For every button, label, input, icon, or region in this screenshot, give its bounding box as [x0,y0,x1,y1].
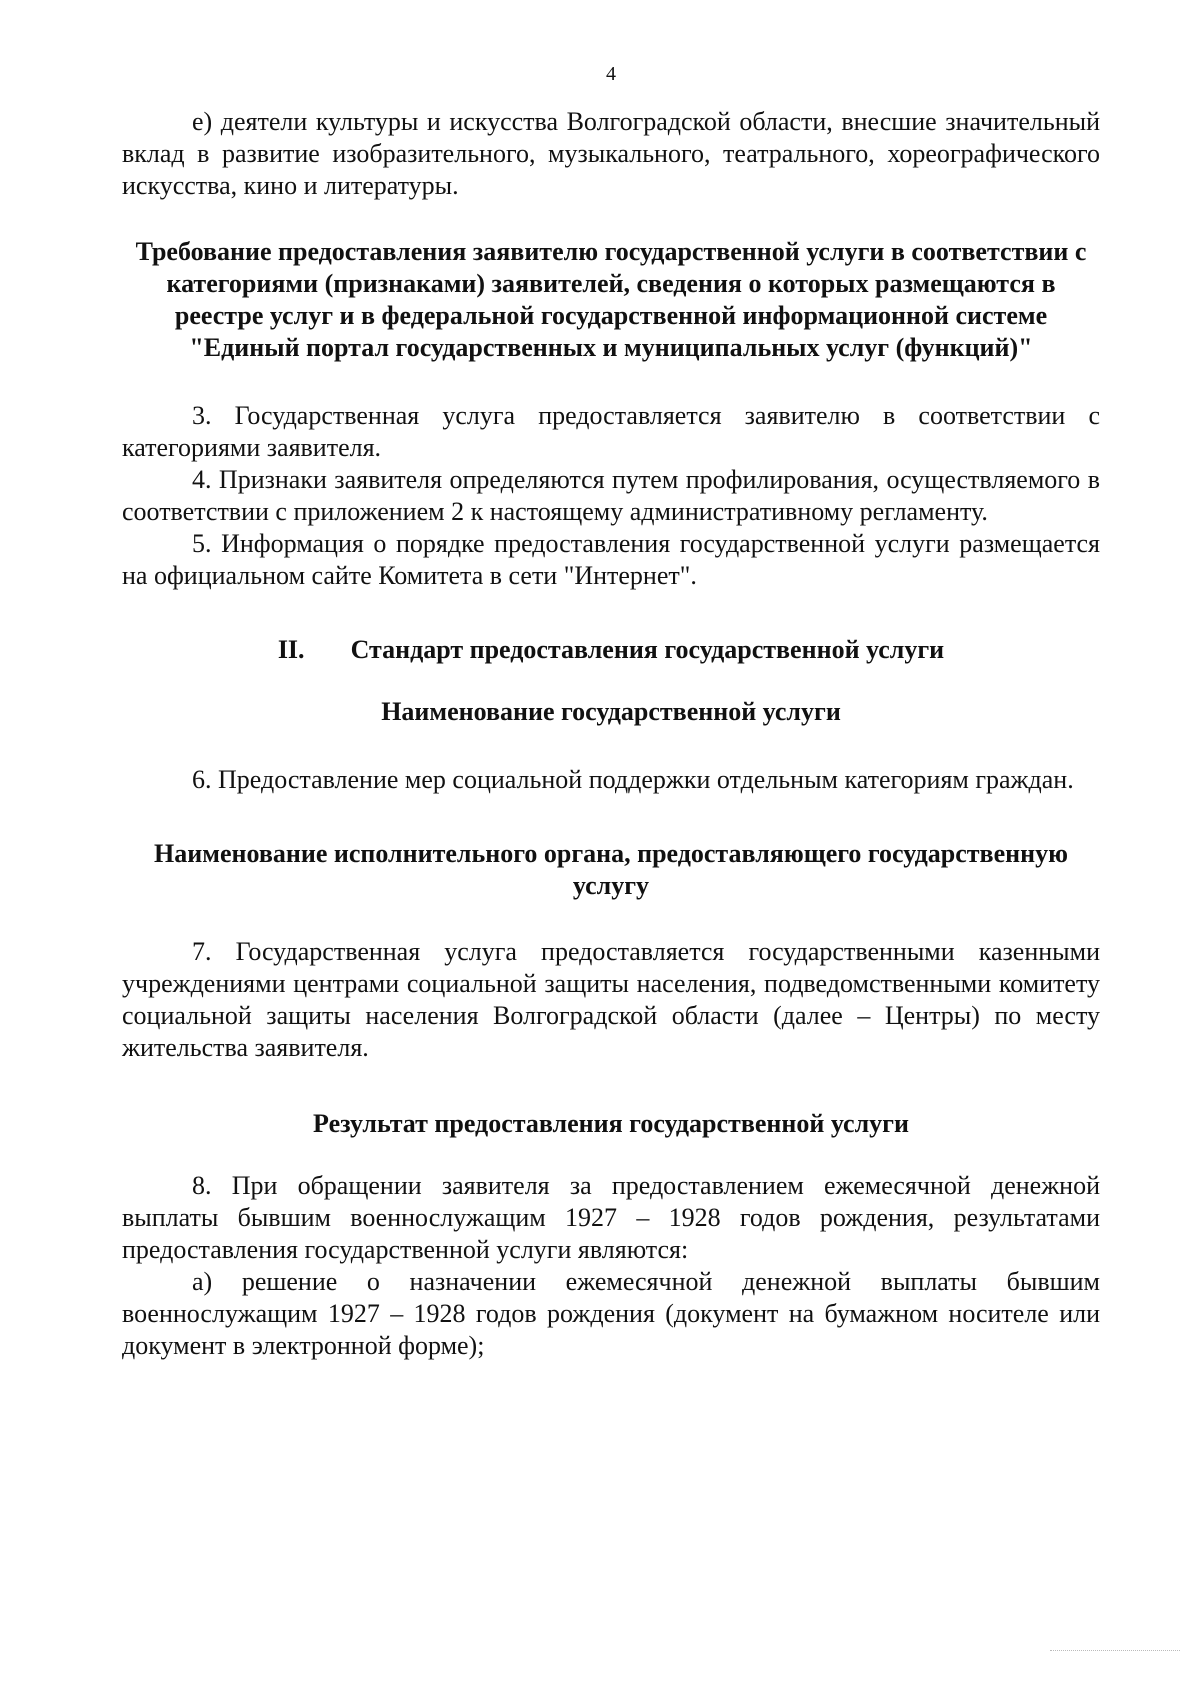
heading-service-name: Наименование государственной услуги [381,697,841,726]
heading-service-result: Результат предоставления государственной услуги [313,1109,909,1138]
heading-section-ii [122,634,1100,666]
paragraph-4: 4. Признаки заявителя определяются путем профилирования, осуществляемого в соответствии с приложением 2 к настоящему административному регламенту. [122,465,1100,526]
paragraph-7: 7. Государственная услуга предоставляется государственными казенными учреждениями центрами социальной защиты населения, подведомственными комитету социальной защиты населения Волгоградской области (далее – Центры) по месту жительства заявителя. [122,937,1100,1062]
section-roman-numeral: II. [277,635,305,664]
heading-executive-organ: Наименование исполнительного органа, предоставляющего государственную услугу [154,839,1068,900]
scan-artifact-line [1050,1650,1180,1652]
heading-applicant-requirement: Требование предоставления заявителю государственной услуги в соответствии с категориями (признаками) заявителей, сведения о которых размещаются в реестре услуг и в федеральной государственной информационной системе "Единый портал государственных и муниципальных услуг (функций)" [135,237,1087,362]
paragraph-3: 3. Государственная услуга предоставляется заявителю в соответствии с категориями заявителя. [122,401,1100,462]
paragraph-8: 8. При обращении заявителя за предоставлением ежемесячной денежной выплаты бывшим военнослужащим 1927 – 1928 годов рождения, результатами предоставления государственной услуги являются: [122,1171,1100,1264]
paragraph-item-e: е) деятели культуры и искусства Волгоградской области, внесшие значительный вклад в развитие изобразительного, музыкального, театрального, хореографического искусства, кино и литературы. [122,107,1100,200]
paragraph-6: 6. Предоставление мер социальной поддержки отдельным категориям граждан. [192,765,1074,794]
page-number: 4 [606,63,616,85]
paragraph-8-item-a: а) решение о назначении ежемесячной денежной выплаты бывшим военнослужащим 1927 – 1928 годов рождения (документ на бумажном носителе или документ в электронной форме); [122,1267,1100,1360]
paragraph-5: 5. Информация о порядке предоставления государственной услуги размещается на официальном сайте Комитета в сети "Интернет". [122,529,1100,590]
section-title: Стандарт предоставления государственной услуги [350,635,945,664]
